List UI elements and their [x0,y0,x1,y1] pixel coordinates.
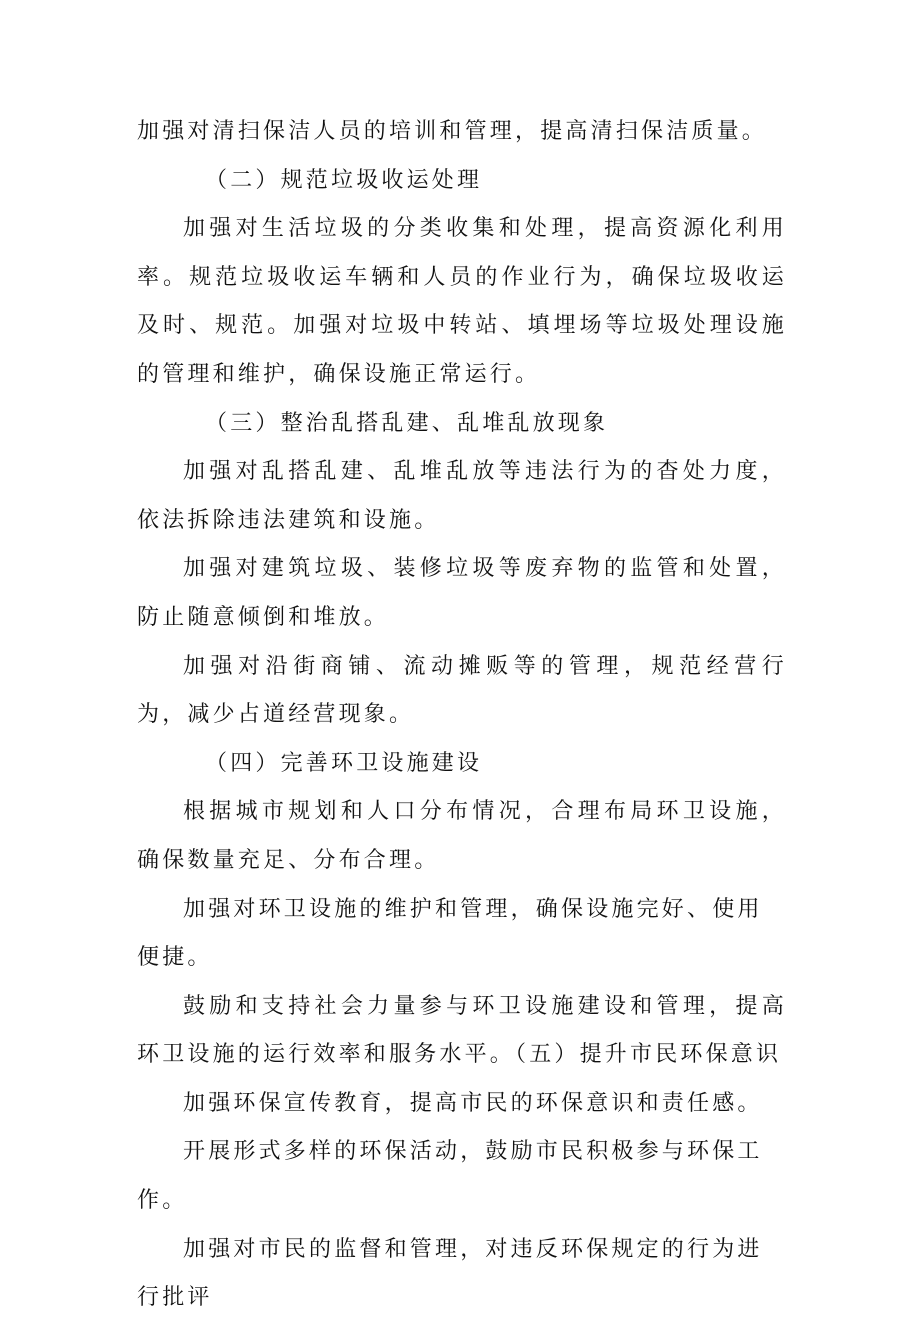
paragraph-citizen-supervision: 加强对市民的监督和管理，对违反环保规定的行为进行批评 [137,1236,763,1311]
section-heading-3: （三）整治乱搭乱建、乱堆乱放现象 [205,410,609,436]
paragraph-street-vendors: 加强对沿街商铺、流动摊贩等的管理，规范经营行为，减少占道经营现象。 [137,653,787,728]
paragraph-environmental-education: 加强环保宣传教育，提高市民的环保意识和责任感。 [183,1090,763,1116]
document-body [137,108,787,1323]
paragraph-facility-layout: 根据城市规划和人口分布情况，合理布局环卫设施，确保数量充足、分布合理。 [137,799,787,873]
paragraph-environmental-activities: 开展形式多样的环保活动，鼓励市民积极参与环保工作。 [137,1139,763,1214]
section-heading-4: （四）完善环卫设施建设 [205,750,483,776]
paragraph-construction-waste: 加强对建筑垃圾、装修垃圾等废弃物的监管和处置，防止随意倾倒和堆放。 [137,556,787,630]
paragraph-garbage-collection: 加强对生活垃圾的分类收集和处理，提高资源化利用率。规范垃圾收运车辆和人员的作业行为，确保垃圾收运及时、规范。加强对垃圾中转站、填埋场等垃圾处理设施的管理和维护，确保设施正常运行。 [137,216,787,387]
paragraph-social-participation: 鼓励和支持社会力量参与环卫设施建设和管理，提高环卫设施的运行效率和服务水平。（五）提升市民环保意识 [137,993,787,1068]
paragraph-illegal-construction: 加强对乱搭乱建、乱堆乱放等违法行为的杳处力度，依法拆除违法建筑和设施。 [137,459,787,533]
paragraph-cleaning-training: 加强对清扫保洁人员的培训和管理，提高清扫保洁质量。 [137,119,768,144]
section-heading-2: （二）规范垃圾收运处理 [205,167,483,193]
paragraph-facility-maintenance: 加强对环卫设施的维护和管理，确保设施完好、使用便捷。 [137,896,763,971]
